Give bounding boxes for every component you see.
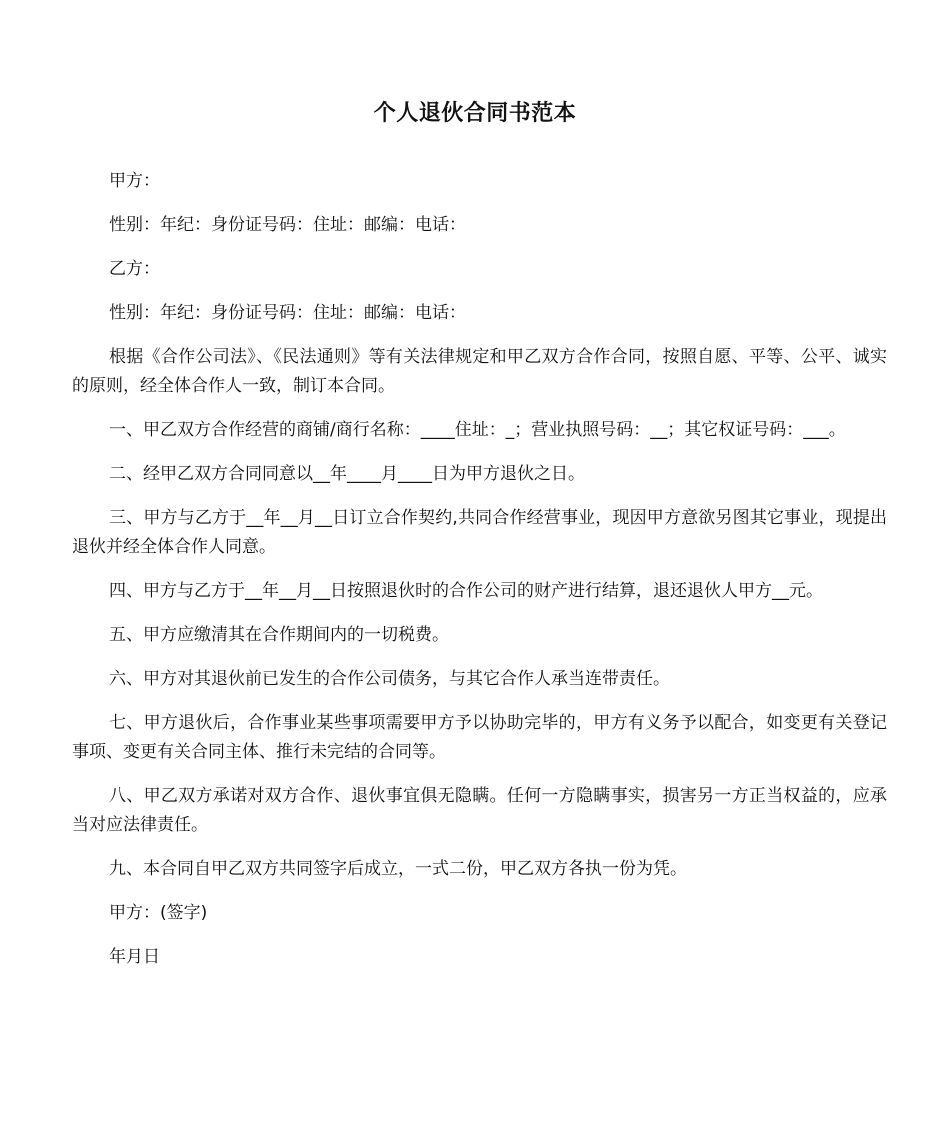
clause-8: 八、甲乙双方承诺对双方合作、退伙事宜俱无隐瞒。任何一方隐瞒事实，损害另一方正当权益的，应承当对应法律责任。 [72,786,887,835]
clause-4: 四、甲方与乙方于__年__月__日按照退伙时的合作公司的财产进行结算，退还退伙人甲方__元。 [109,581,823,601]
document-body [72,167,887,987]
party-a-signature-line: 甲方：(签字) [109,903,208,923]
clause-5: 五、甲方应缴清其在合作期间内的一切税费。 [109,625,449,645]
clause-3: 三、甲方与乙方于__年__月__日订立合作契约,共同合作经营事业，现因甲方意欲另图其它事业，现提出退伙并经全体合作人同意。 [72,508,887,557]
date-line: 年月日 [109,947,160,967]
clause-6: 六、甲方对其退伙前已发生的合作公司债务，与其它合作人承当连带责任。 [109,669,670,689]
party-b-info-fields: 性别：年纪：身份证号码：住址：邮编：电话： [109,303,466,323]
clause-2: 二、经甲乙双方合同同意以__年____月____日为甲方退伙之日。 [109,464,585,484]
party-a-label: 甲方： [109,171,160,191]
clause-9: 九、本合同自甲乙双方共同签字后成立，一式二份，甲乙双方各执一份为凭。 [109,859,687,879]
preamble-paragraph: 根据《合作公司法》、《民法通则》等有关法律规定和甲乙双方合作合同，按照自愿、平等、公平、诚实的原则，经全体合作人一致，制订本合同。 [72,347,887,396]
party-b-label: 乙方： [109,259,160,279]
document-title: 个人退伙合同书范本 [373,101,577,126]
clause-1: 一、甲乙双方合作经营的商铺/商行名称：____住址：_；营业执照号码：__；其它权证号码：___。 [109,420,846,440]
party-a-info-fields: 性别：年纪：身份证号码：住址：邮编：电话： [109,215,466,235]
clause-7: 七、甲方退伙后，合作事业某些事项需要甲方予以协助完毕的，甲方有义务予以配合，如变更有关登记事项、变更有关合同主体、推行未完结的合同等。 [72,713,887,762]
